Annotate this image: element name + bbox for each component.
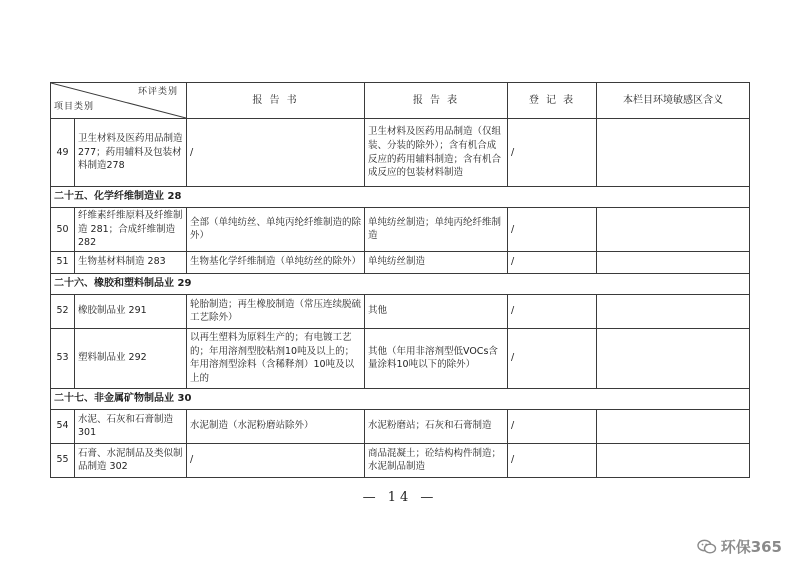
table-row [51,119,750,187]
project-name: 生物基材料制造 283 [75,251,187,273]
table-row [51,294,750,328]
column-header-report-book: 报 告 书 [187,83,365,119]
column-header-report-table: 报 告 表 [365,83,508,119]
register-cell: / [508,443,597,477]
section-title: 二十七、非金属矿物制品业 30 [51,388,750,409]
column-header-register: 登 记 表 [508,83,597,119]
row-number: 53 [51,328,75,388]
report-book-cell: 水泥制造（水泥粉磨站除外） [187,409,365,443]
report-book-cell: 全部（单纯纺丝、单纯丙纶纤维制造的除外） [187,208,365,252]
section-row [51,388,750,409]
project-name: 石膏、水泥制品及类似制品制造 302 [75,443,187,477]
report-book-cell: 生物基化学纤维制造（单纯纺丝的除外） [187,251,365,273]
section-row [51,273,750,294]
table-row [51,328,750,388]
page-number: — 14 — [362,490,438,505]
register-cell: / [508,409,597,443]
watermark [697,536,782,557]
row-number: 54 [51,409,75,443]
sensitive-area-cell [597,409,750,443]
report-table-cell: 单纯纺丝制造 [365,251,508,273]
register-cell: / [508,328,597,388]
report-book-cell: 轮胎制造；再生橡胶制造（常压连续脱硫工艺除外） [187,294,365,328]
row-number: 52 [51,294,75,328]
sensitive-area-cell [597,328,750,388]
project-name: 塑料制品业 292 [75,328,187,388]
project-name: 橡胶制品业 291 [75,294,187,328]
sensitive-area-cell [597,119,750,187]
row-number: 55 [51,443,75,477]
report-table-cell: 单纯纺丝制造；单纯丙纶纤维制造 [365,208,508,252]
report-book-cell: / [187,119,365,187]
table-row [51,443,750,477]
sensitive-area-cell [597,443,750,477]
report-table-cell: 水泥粉磨站；石灰和石膏制造 [365,409,508,443]
section-title: 二十六、橡胶和塑料制品业 29 [51,273,750,294]
eia-category-label: 环评类别 [137,87,178,97]
report-book-cell: / [187,443,365,477]
table-row [51,409,750,443]
table-row [51,251,750,273]
report-table-cell: 商品混凝土；砼结构构件制造；水泥制品制造 [365,443,508,477]
report-table-cell: 其他（年用非溶剂型低VOCs含量涂料10吨以下的除外） [365,328,508,388]
column-header-sensitive-area: 本栏目环境敏感区含义 [597,83,750,119]
project-name: 纤维素纤维原料及纤维制造 281；合成纤维制造 282 [75,208,187,252]
row-number: 50 [51,208,75,252]
wechat-icon [697,539,717,555]
diagonal-header-cell [51,83,187,119]
sensitive-area-cell [597,294,750,328]
report-book-cell: 以再生塑料为原料生产的；有电镀工艺的；年用溶剂型胶粘剂10吨及以上的；年用溶剂型涂料（含稀释剂）10吨及以上的 [187,328,365,388]
row-number: 49 [51,119,75,187]
section-title: 二十五、化学纤维制造业 28 [51,187,750,208]
project-name: 卫生材料及医药用品制造 277；药用辅料及包装材料制造278 [75,119,187,187]
report-table-cell: 卫生材料及医药用品制造（仅组装、分装的除外）；含有机合成反应的药用辅料制造；含有机合成反应的包装材料制造 [365,119,508,187]
project-category-label: 项目类别 [54,102,95,113]
table-row [51,208,750,252]
sensitive-area-cell [597,251,750,273]
row-number: 51 [51,251,75,273]
sensitive-area-cell [597,208,750,252]
register-cell: / [508,208,597,252]
table-header-row [51,83,750,119]
register-cell: / [508,251,597,273]
project-name: 水泥、石灰和石膏制造 301 [75,409,187,443]
watermark-text: 环保365 [720,538,782,556]
classification-table [50,82,750,478]
register-cell: / [508,119,597,187]
register-cell: / [508,294,597,328]
report-table-cell: 其他 [365,294,508,328]
section-row [51,187,750,208]
